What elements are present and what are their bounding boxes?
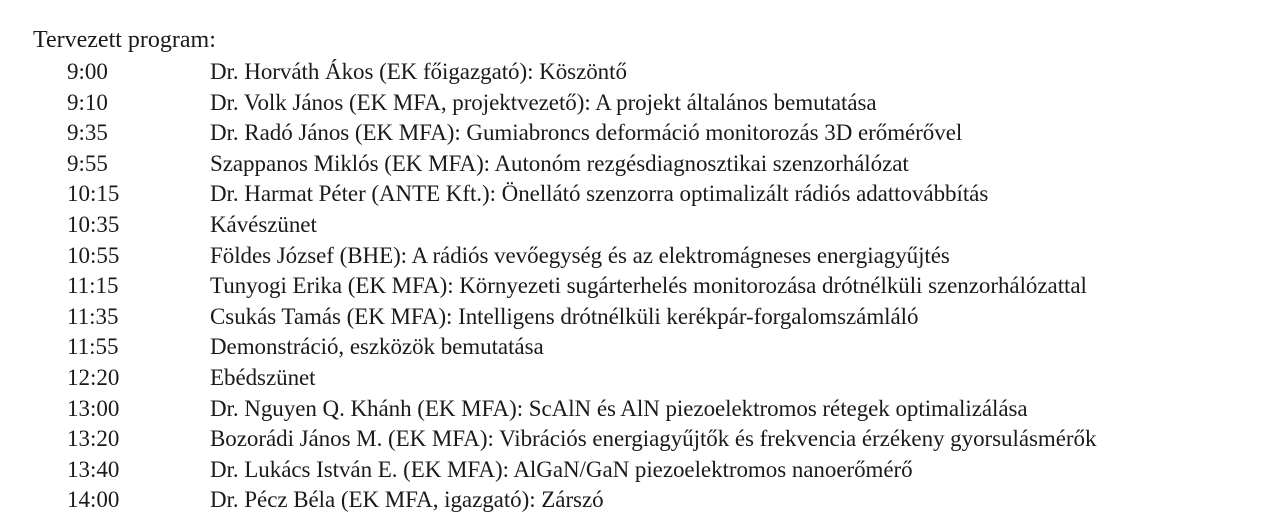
schedule-item: Bozorádi János M. (EK MFA): Vibrációs energiagyűjtők és frekvencia érzékeny gyorsulásmérők bbox=[210, 426, 1097, 452]
schedule-item: Földes József (BHE): A rádiós vevőegység és az elektromágneses energiagyűjtés bbox=[210, 242, 950, 268]
schedule-item: Ebédszünet bbox=[210, 364, 316, 390]
schedule-row bbox=[0, 88, 1284, 119]
schedule-row bbox=[0, 455, 1284, 486]
schedule-item: Demonstráció, eszközök bemutatása bbox=[210, 334, 544, 360]
schedule-time: 11:15 bbox=[67, 273, 119, 299]
schedule-time: 10:55 bbox=[67, 242, 120, 268]
schedule-row bbox=[0, 394, 1284, 425]
schedule-row bbox=[0, 424, 1284, 455]
schedule-row bbox=[0, 57, 1284, 88]
schedule-time: 11:55 bbox=[67, 334, 119, 360]
schedule-time: 9:10 bbox=[67, 89, 108, 115]
schedule-time: 14:00 bbox=[67, 487, 120, 513]
schedule-row bbox=[0, 149, 1284, 180]
schedule-row bbox=[0, 363, 1284, 394]
schedule-item: Dr. Radó János (EK MFA): Gumiabroncs deformáció monitorozás 3D erőmérővel bbox=[210, 120, 963, 146]
schedule-item: Szappanos Miklós (EK MFA): Autonóm rezgésdiagnosztikai szenzorhálózat bbox=[210, 150, 909, 176]
schedule-row bbox=[0, 210, 1284, 241]
schedule-item: Kávészünet bbox=[210, 211, 317, 237]
schedule-item: Tunyogi Erika (EK MFA): Környezeti sugárterhelés monitorozása drótnélküli szenzorhálózattal bbox=[210, 273, 1087, 299]
schedule-item: Dr. Lukács István E. (EK MFA): AlGaN/GaN piezoelektromos nanoerőmérő bbox=[210, 456, 913, 482]
schedule-time: 11:35 bbox=[67, 303, 119, 329]
schedule-row bbox=[0, 271, 1284, 302]
schedule-time: 9:55 bbox=[67, 150, 108, 176]
schedule-time: 13:40 bbox=[67, 456, 120, 482]
schedule-row bbox=[0, 485, 1284, 516]
schedule-time: 10:15 bbox=[67, 181, 120, 207]
schedule-row bbox=[0, 241, 1284, 272]
schedule-time: 13:20 bbox=[67, 426, 120, 452]
schedule-item: Dr. Pécz Béla (EK MFA, igazgató): Zárszó bbox=[210, 487, 604, 513]
schedule-time: 9:35 bbox=[67, 120, 108, 146]
schedule-list bbox=[0, 57, 1284, 516]
schedule-item: Csukás Tamás (EK MFA): Intelligens drótnélküli kerékpár-forgalomszámláló bbox=[210, 303, 919, 329]
schedule-time: 13:00 bbox=[67, 395, 120, 421]
program-heading: Tervezett program: bbox=[33, 27, 216, 53]
schedule-time: 12:20 bbox=[67, 364, 120, 390]
schedule-row bbox=[0, 302, 1284, 333]
schedule-item: Dr. Nguyen Q. Khánh (EK MFA): ScAlN és AlN piezoelektromos rétegek optimalizálása bbox=[210, 395, 1028, 421]
schedule-item: Dr. Volk János (EK MFA, projektvezető): A projekt általános bemutatása bbox=[210, 89, 877, 115]
schedule-time: 9:00 bbox=[67, 59, 108, 84]
schedule-row bbox=[0, 118, 1284, 149]
schedule-time: 10:35 bbox=[67, 211, 120, 237]
schedule-row bbox=[0, 179, 1284, 210]
schedule-item: Dr. Harmat Péter (ANTE Kft.): Önellátó szenzorra optimalizált rádiós adattovábbítás bbox=[210, 181, 989, 207]
schedule-row bbox=[0, 332, 1284, 363]
schedule-item: Dr. Horváth Ákos (EK főigazgató): Köszöntő bbox=[210, 59, 627, 84]
